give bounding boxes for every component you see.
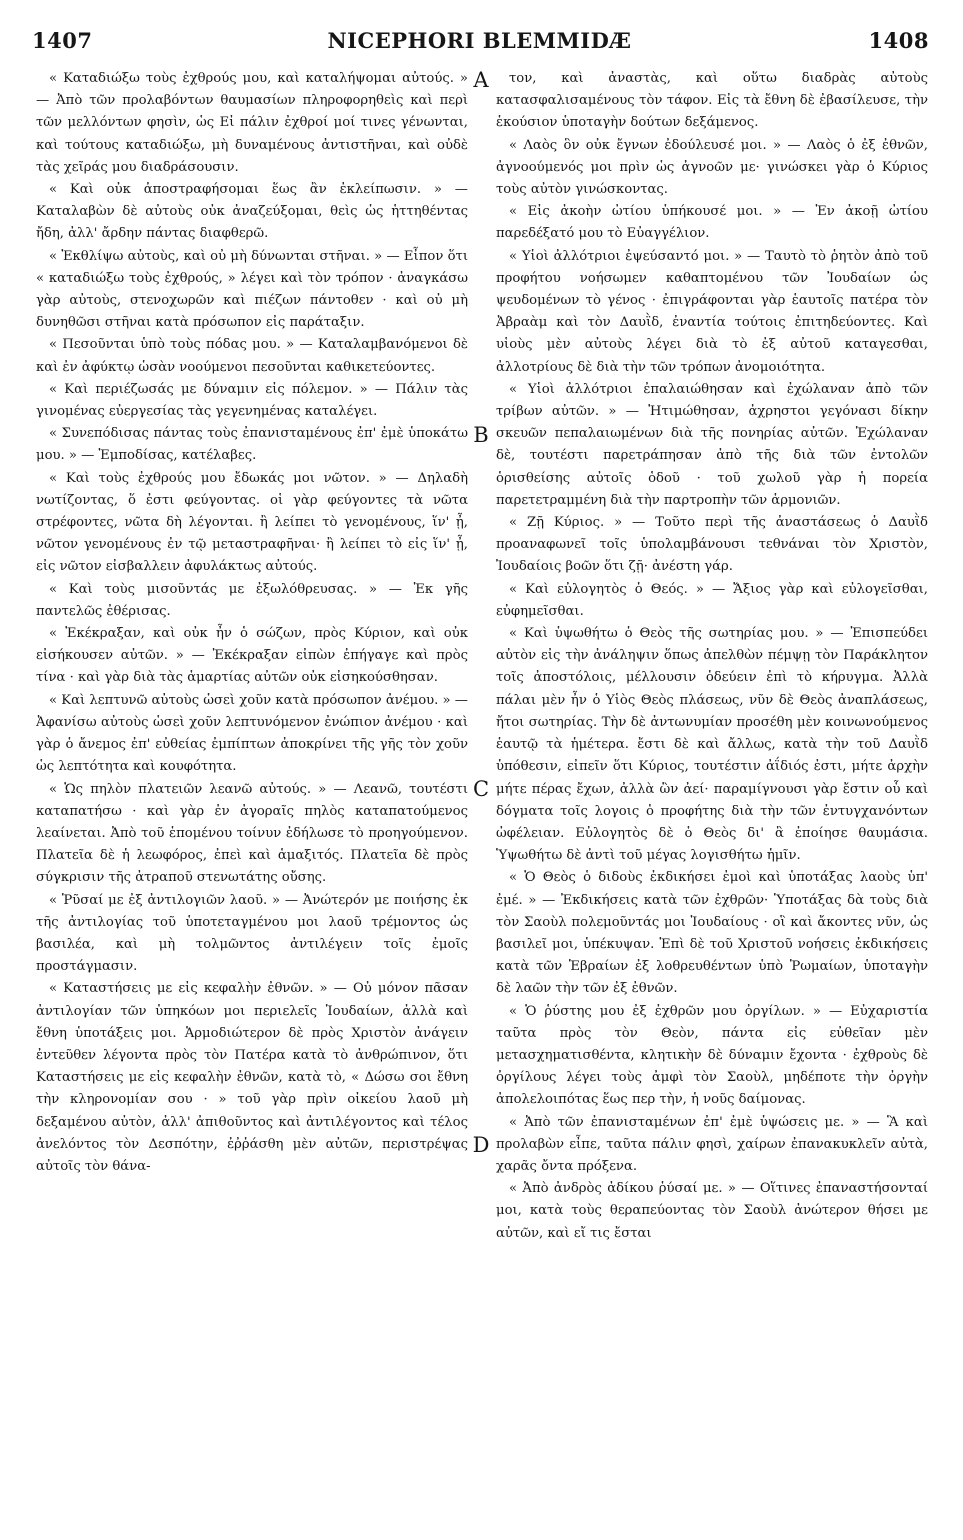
page-number-right: 1408 xyxy=(868,28,929,53)
right-column-paragraph: τον, καὶ ἀναστὰς, καὶ οὕτω διαδρὰς αὐτοὺς κατασφαλισαμένους τὸν τάφον. Εἰς τὰ ἔθνη δὲ ἐβασίλευσε, τὴν ἑκούσιον ὑποταγὴν δούτων δεξάμενος. xyxy=(496,71,928,131)
right-column-paragraph: « Λαὸς ὃν οὐκ ἔγνων ἐδούλευσέ μοι. » — Λαὸς ὁ ἐξ ἐθνῶν, ἀγνοούμενός μοι πρὶν ὡς ἀγνοῶν με· γινώσκει γὰρ ὁ Κύριος τοὺς αὐτὸν γινώσκοντας. xyxy=(496,137,928,198)
right-column-paragraph: « Εἰς ἀκοὴν ὠτίου ὑπήκουσέ μοι. » — Ἐν ἀκοῇ ὠτίου παρεδέξατό μου τὸ Εὐαγγέλιον. xyxy=(496,204,928,242)
left-column-paragraph: « Καταστήσεις με εἰς κεφαλὴν ἐθνῶν. » — Οὐ μόνον πᾶσαν ἀντιλογίαν τῶν ὑπηκόων μοι περιελεῖς Ἰουδαίων, ἀλλὰ καὶ ἔθνη ὑποτάξεις μοι. Ἁρμοδιώτερον δὲ πρὸς Χριστὸν ἀνάγειν ἐντεῦθεν λέγοντα πρὸς τὸν Πατέρα κατὰ τὸ ἀνθρώπινον, ὅτι Καταστήσεις με εἰς κεφαλὴν ἐθνῶν, κατὰ τὸ, « Δώσω σοι ἔθνη τὴν κληρονομίαν σου · » τοῦ γὰρ πρὶν οἰκείου λαοῦ μὴ δεξαμένου αὐτὸν, ἀλλ' ἀπιθοῦντος καὶ ἀντιλέγοντος καὶ τέλος ἀνελόντος τὸν Δεσπότην, ἐῤῥάσθη μὲν αὐτῶν, περιστρέψας αὐτοῖς τὸν θάνα- xyxy=(36,981,468,1174)
right-column-paragraph: « Ἀπὸ ἀνδρὸς ἀδίκου ῥύσαί με. » — Οἵτινες ἐπαναστήσονταί μοι, κατὰ τοὺς θεραπεύοντας τὸν Σαοὺλ ἀνώτερον θήσει με αὐτῶν, καὶ εἴ τις ἔσται xyxy=(496,1181,928,1241)
left-column-paragraph: « Καὶ οὐκ ἀποστραφήσομαι ἕως ἂν ἐκλείπωσιν. » — Καταλαβὼν δὲ αὐτοὺς οὐκ ἀναζεύξομαι, θεὶς ὡς ἡττηθέντας ἤδη, ἀλλ' ἄρδην πάντας διαφθερῶ. xyxy=(36,182,468,242)
right-column-paragraph: « Ὁ Θεὸς ὁ διδοὺς ἐκδικήσει ἐμοὶ καὶ ὑποτάξας λαοὺς ὑπ' ἐμέ. » — Ἐκδικήσεις κατὰ τῶν ἐχθρῶν· Ὑποτάξας δὰ τοὺς διὰ τὸν Σαοὺλ πολεμοῦντάς μοι Ἰουδαίους · οἳ καὶ ἄκοντες νῦν, ὡς βασιλεῖ μοι, ὑπέκυψαν. Ἐπὶ δὲ τοῦ Χριστοῦ νοήσεις ἐκδικήσεις κατὰ τῶν Ἑβραίων ἐξ λοθρευθέντων ὑπὸ Ῥωμαίων, ὑποταγὴν δὲ λαῶν τὴν τῶν ἐξ ἐθνῶν. xyxy=(496,870,928,997)
left-column-paragraph: « Ἐκθλίψω αὐτοὺς, καὶ οὐ μὴ δύνωνται στῆναι. » — Εἶπον ὅτι « καταδιώξω τοὺς ἐχθρούς, » λέγει καὶ τὸν τρόπον · ἀναγκάσω γὰρ αὐτοὺς, στενοχωρῶν καὶ πιέζων πάντοθεν · καὶ οὐ μὴ δυνηθῶσι στῆναι κατὰ πρόσωπον εἰς παράταξιν. xyxy=(36,248,468,331)
section-marker-b: B xyxy=(473,423,489,447)
right-column-paragraph: « Καὶ εὐλογητὸς ὁ Θεός. » — Ἄξιος γὰρ καὶ εὐλογεῖσθαι, εὐφημεῖσθαι. xyxy=(496,581,928,619)
right-column xyxy=(496,68,928,1518)
page-number-left: 1407 xyxy=(32,28,93,53)
left-column-paragraph: « Συνεπόδισας πάντας τοὺς ἐπανισταμένους ἐπ' ἐμὲ ὑποκάτω μου. » — Ἐμποδίσας, κατέλαβες. xyxy=(36,426,468,464)
section-marker-d: D xyxy=(472,1133,490,1157)
left-column-paragraph: « Καταδιώξω τοὺς ἐχθρούς μου, καὶ καταλήψομαι αὐτούς. » — Ἀπὸ τῶν προλαβόντων θαυμασίων πληροφορηθεὶς καὶ περὶ τῶν μελλόντων φησὶν, ὡς Εἰ πάλιν ἐχθροί μοί τινες γένωνται, καὶ τούτους καταδιώξω, μὴ δυναμένους ἀντιστῆναι, καὶ οὐδὲ τὰς χεῖράς μου διαδράσουσιν. xyxy=(36,71,468,175)
right-column-paragraph: « Ὁ ῥύστης μου ἐξ ἐχθρῶν μου ὀργίλων. » — Εὐχαριστία ταῦτα πρὸς τὸν Θεὸν, πάντα εἰς εὐθεῖαν μὲν μετασχηματισθέντα, κλητικὴν δὲ δύναμιν ἔχοντα · ἐχθροὺς δὲ ὀργίλους λέγει τοὺς ἀμφὶ τὸν Σαοὺλ, μηδέποτε τὴν ὀργὴν ἀπολελοιπότας ἕως περ τὴν, ἡ νοῦς δαίμονας. xyxy=(496,1003,928,1108)
right-column-paragraph: « Ζῇ Κύριος. » — Τοῦτο περὶ τῆς ἀναστάσεως ὁ Δαυῒδ προαναφωνεῖ τοῖς ὑπολαμβάνουσι τεθνάναι τὸν Χριστὸν, Ἰουδαίοις βοῶν ὅτι ζῇ· ἀνέστη γάρ. xyxy=(496,515,928,575)
left-column xyxy=(36,68,468,1518)
right-column-paragraph: « Υἱοὶ ἀλλότριοι ἐπαλαιώθησαν καὶ ἐχώλαναν ἀπὸ τῶν τρίβων αὐτῶν. » — Ἠτιμώθησαν, ἀχρηστοι γεγόνασι δίκην σκευῶν πεπαλαιωμένων διὰ τῆς πονηρίας αὐτῶν. Ἐχώλαναν δὲ, τουτέστι παρετράπησαν ἀπὸ τῆς διὰ τῶν ἐντολῶν ὁρισθείσης αὐτοῖς ὁδοῦ · τοῦ χωλοῦ γὰρ ἡ πορεία παρετετραμμένη διὰ τὴν παρτροπὴν τῶν ἁρμονιῶν. xyxy=(496,381,928,508)
left-column-paragraph: « Ὡς πηλὸν πλατειῶν λεανῶ αὐτούς. » — Λεανῶ, τουτέστι καταπατήσω · καὶ γὰρ ἐν ἀγοραῖς πηλὸς καταπατούμενος λεαίνεται. Ἀπὸ τοῦ ἑπομένου τοίνυν ἐδήλωσε τὸ προηγούμενον. Πλατεῖα δὲ ἡ λεωφόρος, ἐπεὶ καὶ ἁμαξιτός. Πλατεῖα δὲ πρὸς σύγκρισιν τῆς ἀτραποῦ στενωτάτης οὔσης. xyxy=(36,781,468,886)
section-marker-c: C xyxy=(472,777,490,801)
right-column-paragraph: « Καὶ ὑψωθήτω ὁ Θεὸς τῆς σωτηρίας μου. » — Ἐπισπεύδει αὐτὸν εἰς τὴν ἀνάληψιν ὅπως ἀπελθὼν πέμψῃ τὸν Παράκλητον τοῖς ἀποστόλοις, μέλλουσιν ὁδεύειν ἐπὶ τὸ κήρυγμα. Ἀλλὰ πάλαι μὲν ἦν ὁ Υἱὸς Θεὸς πλάσεως, νῦν δὲ Θεὸς ἀναπλάσεως, ἤτοι σωτηρίας. Τὴν δὲ ἀντωνυμίαν προσέθη μὲν κοινωνούμενος ἑαυτῷ τὰ ἡμέτερα. ἔστι δὲ καὶ ἄλλως, κατὰ τὴν τοῦ Δαυῒδ ὑπόθεσιν, εἰπεῖν ὅτι Κύριος, τουτέστιν ἀΐδιός ἐστι, μήτε ἀρχὴν μήτε πέρας ἔχων, ἀλλὰ ὢν ἀεί· παραμίγνουσι γὰρ ἔστιν οὗ καὶ δόγματα τοῖς λογοις ὁ προφήτης διὰ τὴν τῶν ἐντυγχανόντων ὠφέλειαν. Εὐλογητὸς δὲ ὁ Θεὸς δι' ἃ ἐποίησε θαυμάσια. Ὑψωθήτω δὲ ἀντὶ τοῦ μέγας λογισθήτω ἡμῖν. xyxy=(496,626,928,864)
running-title: NICEPHORI BLEMMIDÆ xyxy=(327,28,632,53)
section-marker-a: A xyxy=(473,68,489,92)
left-column-paragraph: « Πεσοῦνται ὑπὸ τοὺς πόδας μου. » — Καταλαμβανόμενοι δὲ καὶ ἐν ἀφύκτῳ ὡσὰν νοούμενοι πεσοῦνται καθικετεύοντες. xyxy=(36,337,468,375)
left-column-paragraph: « Ῥῦσαί με ἐξ ἀντιλογιῶν λαοῦ. » — Ἀνώτερόν με ποιήσης ἐκ τῆς ἀντιλογίας τοῦ ὑποτεταγμένου μοι λαοῦ τρέμοντος ὡς βασιλέα, καὶ μὴ τολμῶντος ἀντιλέγειν τοῖς ἐμοῖς προστάγμασιν. xyxy=(36,892,468,975)
left-column-paragraph: « Καὶ περιέζωσάς με δύναμιν εἰς πόλεμον. » — Πάλιν τὰς γινομένας εὐεργεσίας τὰς γεγενημένας καταλέγει. xyxy=(36,381,468,420)
right-column-paragraph: « Υἱοὶ ἀλλότριοι ἐψεύσαντό μοι. » — Ταυτὸ τὸ ῥητὸν ἀπὸ τοῦ προφήτου νοήσωμεν καθαπτομένου τῶν Ἰουδαίων ὡς ψευδομένων τὸ γένος · ἐπιγράφονται γὰρ ἑαυτοῖς πατέρα τὸν Ἀβραὰμ καὶ τὸν Δαυῒδ, ἐναντία τούτοις ἐπιτηδεύοντες. Καὶ υἱοὺς μὲν αὐτοὺς λέγει διὰ τὸ ἐξ αὐτοῦ καταγεσθαι, ἀλλοτρίους δὲ διὰ τὴν τῶν τρόπων ἀνομοιότητα. xyxy=(496,248,928,375)
left-column-paragraph: « Ἐκέκραξαν, καὶ οὐκ ἦν ὁ σώζων, πρὸς Κύριον, καὶ οὐκ εἰσήκουσεν αὐτῶν. » — Ἐκέκραξαν εἰπὼν ἐπήγαγε καὶ πρὸς τίνα · καὶ γὰρ διὰ τὰς ἁμαρτίας αὐτῶν οὐκ εἰσηκούσθησαν. xyxy=(36,626,468,686)
left-column-paragraph: « Καὶ λεπτυνῶ αὐτοὺς ὡσεὶ χοῦν κατὰ πρόσωπον ἀνέμου. » — Ἀφανίσω αὐτοὺς ὡσεὶ χοῦν λεπτυνόμενον ἐνώπιον ἀνέμου · καὶ γὰρ ὁ ἄνεμος ἐπ' εὐθείας ἐμπίπτων ἀποκρίνει τῆς γῆς τὸν χοῦν ὡς λεπτότητα καὶ κουφότητα. xyxy=(36,692,468,775)
left-column-paragraph: « Καὶ τοὺς ἐχθρούς μου ἔδωκάς μοι νῶτον. » — Δηλαδὴ νωτίζοντας, ὅ ἐστι φεύγοντας. οἱ γὰρ φεύγοντες τὰ νῶτα στρέφοντες, νῶτα δὴ λέγονται. ἢ λείπει τὸ γενομένους, ἵν' ᾖ, νῶτον γενομένους ἐν τῷ μεταστραφῆναι· ἢ λείπει τὸ εἰς ἵν' ᾖ, εἰς νῶτον εἰσβαλλειν ἀφυλάκτως αὐτούς. xyxy=(36,470,468,575)
page-header xyxy=(30,28,929,64)
left-column-paragraph: « Καὶ τοὺς μισοῦντάς με ἐξωλόθρευσας. » — Ἐκ γῆς παντελῶς ἐθέρισας. xyxy=(36,581,468,619)
right-column-paragraph: « Ἀπὸ τῶν ἐπανισταμένων ἐπ' ἐμὲ ὑψώσεις με. » — Ἃ καὶ προλαβὼν εἶπε, ταῦτα πάλιν φησὶ, χαίρων ἐπανακυκλεῖν αὐτὰ, χαρᾶς ὄντα πρόξενα. xyxy=(496,1114,928,1174)
